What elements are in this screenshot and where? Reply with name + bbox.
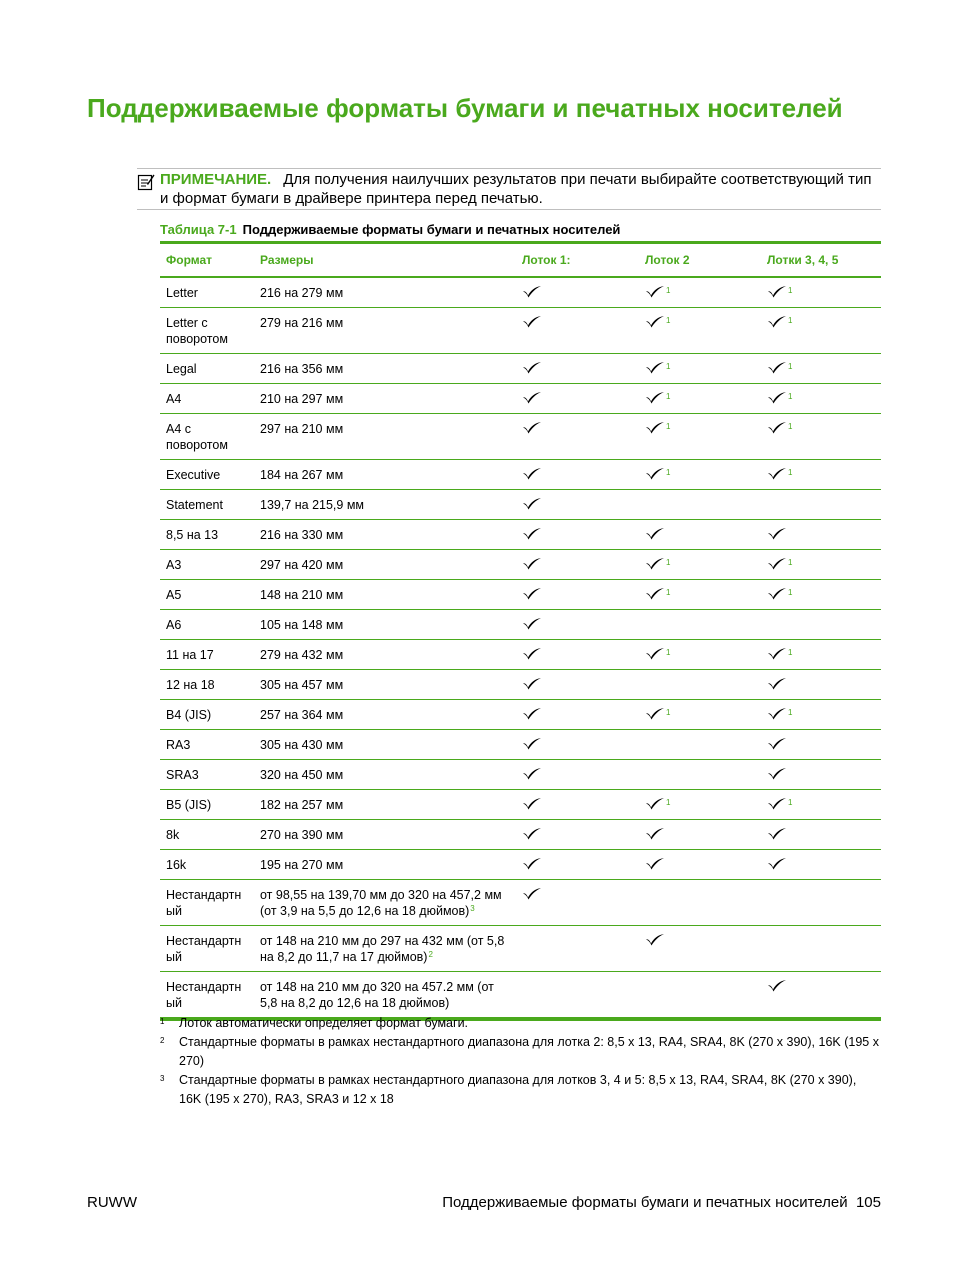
checkmark-icon xyxy=(767,737,787,750)
cell-format: 8k xyxy=(160,820,254,850)
footnote-text: Стандартные форматы в рамках нестандартного диапазона для лотков 3, 4 и 5: 8,5 x 13, RA4, SRA4, 8K (270 x 390), 16K (195 x 270), RA3, SRA3 и 12 x 18 xyxy=(179,1073,857,1106)
footnote-ref: 1 xyxy=(788,286,793,295)
cell-format: A5 xyxy=(160,580,254,610)
cell-size xyxy=(254,926,516,972)
cell-t2 xyxy=(639,880,761,926)
size-text: 184 на 267 мм xyxy=(260,468,344,482)
footnote-ref: 1 xyxy=(788,588,793,597)
size-text: 297 на 420 мм xyxy=(260,558,344,572)
table-row xyxy=(160,640,881,670)
size-text: 148 на 210 мм xyxy=(260,588,344,602)
cell-t1 xyxy=(516,640,639,670)
checkmark-icon xyxy=(767,677,787,690)
cell-t2 xyxy=(639,700,761,730)
cell-size xyxy=(254,850,516,880)
checkmark-icon xyxy=(767,285,787,298)
checkmark-icon xyxy=(645,315,665,328)
size-text: 305 на 430 мм xyxy=(260,738,344,752)
footnote-ref: 1 xyxy=(666,558,671,567)
cell-format: Legal xyxy=(160,354,254,384)
cell-format: Letter xyxy=(160,277,254,308)
formats-table xyxy=(160,241,881,1021)
cell-t3 xyxy=(761,972,881,1020)
cell-t3 xyxy=(761,926,881,972)
checkmark-icon xyxy=(645,707,665,720)
size-text: 195 на 270 мм xyxy=(260,858,344,872)
footnote-ref: 1 xyxy=(666,708,671,717)
table-row xyxy=(160,972,881,1020)
checkmark-icon xyxy=(645,797,665,810)
cell-t1 xyxy=(516,700,639,730)
checkmark-icon xyxy=(767,767,787,780)
cell-format: B5 (JIS) xyxy=(160,790,254,820)
cell-t1 xyxy=(516,820,639,850)
cell-t3 xyxy=(761,730,881,760)
checkmark-icon xyxy=(522,391,542,404)
cell-size xyxy=(254,460,516,490)
checkmark-icon xyxy=(767,827,787,840)
checkmark-icon xyxy=(522,797,542,810)
cell-t3 xyxy=(761,308,881,354)
checkmark-icon xyxy=(767,315,787,328)
cell-t2 xyxy=(639,580,761,610)
note-icon xyxy=(137,173,155,191)
size-text: 305 на 457 мм xyxy=(260,678,344,692)
cell-t3 xyxy=(761,490,881,520)
cell-size xyxy=(254,760,516,790)
cell-format: A6 xyxy=(160,610,254,640)
cell-t3 xyxy=(761,610,881,640)
table-header-row xyxy=(160,243,881,278)
cell-format: A4 xyxy=(160,384,254,414)
checkmark-icon xyxy=(767,707,787,720)
footnote-ref: 1 xyxy=(788,558,793,567)
footnote xyxy=(160,1033,881,1071)
size-text: 105 на 148 мм xyxy=(260,618,344,632)
cell-t1 xyxy=(516,490,639,520)
size-text: 279 на 432 мм xyxy=(260,648,344,662)
cell-size xyxy=(254,730,516,760)
table-caption-text: Поддерживаемые форматы бумаги и печатных носителей xyxy=(242,222,621,237)
checkmark-icon xyxy=(522,285,542,298)
table-row xyxy=(160,850,881,880)
size-text: от 98,55 на 139,70 мм до 320 на 457,2 мм (от 3,9 на 5,5 до 12,6 на 18 дюймов) xyxy=(260,888,502,918)
table-caption xyxy=(160,222,620,237)
note-box xyxy=(137,168,881,210)
header-format: Формат xyxy=(160,243,254,278)
cell-format: A4 с поворотом xyxy=(160,414,254,460)
cell-size xyxy=(254,972,516,1020)
header-tray1: Лоток 1: xyxy=(516,243,639,278)
cell-size xyxy=(254,670,516,700)
checkmark-icon xyxy=(522,827,542,840)
checkmark-icon xyxy=(522,767,542,780)
table-row xyxy=(160,354,881,384)
cell-t3 xyxy=(761,277,881,308)
checkmark-icon xyxy=(645,421,665,434)
cell-t2 xyxy=(639,414,761,460)
table-row xyxy=(160,520,881,550)
size-text: от 148 на 210 мм до 297 на 432 мм (от 5,8 на 8,2 до 11,7 на 17 дюймов) xyxy=(260,934,505,964)
cell-size xyxy=(254,640,516,670)
checkmark-icon xyxy=(645,587,665,600)
cell-t1 xyxy=(516,354,639,384)
checkmark-icon xyxy=(645,827,665,840)
table-row xyxy=(160,384,881,414)
checkmark-icon xyxy=(767,647,787,660)
cell-t1 xyxy=(516,610,639,640)
size-text: 139,7 на 215,9 мм xyxy=(260,498,365,512)
cell-t2 xyxy=(639,610,761,640)
cell-t3 xyxy=(761,550,881,580)
cell-t3 xyxy=(761,414,881,460)
table-row xyxy=(160,460,881,490)
cell-t2 xyxy=(639,354,761,384)
table-row xyxy=(160,926,881,972)
footnote xyxy=(160,1071,881,1109)
table-row xyxy=(160,790,881,820)
cell-size xyxy=(254,610,516,640)
checkmark-icon xyxy=(767,797,787,810)
size-text: 216 на 356 мм xyxy=(260,362,344,376)
footnote-ref: 1 xyxy=(788,648,793,657)
cell-size xyxy=(254,490,516,520)
cell-format: Нестандартн ый xyxy=(160,926,254,972)
checkmark-icon xyxy=(522,467,542,480)
cell-t3 xyxy=(761,790,881,820)
footnote-number: 1 xyxy=(160,1017,165,1026)
checkmark-icon xyxy=(522,617,542,630)
cell-format: 12 на 18 xyxy=(160,670,254,700)
checkmark-icon xyxy=(522,887,542,900)
footnote-ref: 3 xyxy=(470,904,475,913)
size-text: 257 на 364 мм xyxy=(260,708,344,722)
cell-t2 xyxy=(639,730,761,760)
footnote-ref: 1 xyxy=(666,588,671,597)
footnote-text: Лоток автоматически определяет формат бумаги. xyxy=(179,1016,469,1030)
cell-t3 xyxy=(761,520,881,550)
table-row xyxy=(160,820,881,850)
cell-format: Нестандартн ый xyxy=(166,980,242,1010)
cell-size xyxy=(254,308,516,354)
cell-size xyxy=(254,580,516,610)
footnote-text: Стандартные форматы в рамках нестандартного диапазона для лотка 2: 8,5 x 13, RA4, SRA4, 8K (270 x 390), 16K (195 x 270) xyxy=(179,1035,879,1068)
cell-t1 xyxy=(516,760,639,790)
checkmark-icon xyxy=(645,647,665,660)
cell-t1 xyxy=(516,972,639,1020)
footnote-number: 2 xyxy=(160,1036,165,1045)
table-row xyxy=(160,550,881,580)
size-text: от 148 на 210 мм до 320 на 457.2 мм (от 5,8 на 8,2 до 12,6 на 18 дюймов) xyxy=(260,980,494,1010)
header-tray345: Лотки 3, 4, 5 xyxy=(761,243,881,278)
checkmark-icon xyxy=(522,557,542,570)
table-row xyxy=(160,580,881,610)
checkmark-icon xyxy=(522,497,542,510)
size-text: 210 на 297 мм xyxy=(260,392,344,406)
cell-t3 xyxy=(761,580,881,610)
table-row xyxy=(160,730,881,760)
checkmark-icon xyxy=(522,421,542,434)
cell-format: Нестандартн ый xyxy=(160,880,254,926)
size-text: 216 на 279 мм xyxy=(260,286,344,300)
checkmark-icon xyxy=(767,361,787,374)
cell-t1 xyxy=(516,550,639,580)
footer-left: RUWW xyxy=(87,1194,137,1211)
footnote-number: 3 xyxy=(160,1074,165,1083)
cell-format: 11 на 17 xyxy=(160,640,254,670)
checkmark-icon xyxy=(767,391,787,404)
cell-t1 xyxy=(516,414,639,460)
header-tray2: Лоток 2 xyxy=(639,243,761,278)
size-text: 270 на 390 мм xyxy=(260,828,344,842)
footnote xyxy=(160,1014,881,1033)
footnote-ref: 1 xyxy=(788,708,793,717)
cell-t1 xyxy=(516,277,639,308)
checkmark-icon xyxy=(645,361,665,374)
cell-t2 xyxy=(639,520,761,550)
table-row xyxy=(160,700,881,730)
cell-t2 xyxy=(639,490,761,520)
cell-size xyxy=(254,550,516,580)
cell-t3 xyxy=(761,760,881,790)
cell-t3 xyxy=(761,460,881,490)
cell-t1 xyxy=(516,460,639,490)
cell-t2 xyxy=(639,460,761,490)
table-row xyxy=(160,760,881,790)
cell-size xyxy=(254,354,516,384)
table-body xyxy=(160,277,881,1019)
checkmark-icon xyxy=(522,315,542,328)
cell-size xyxy=(254,384,516,414)
cell-t2 xyxy=(639,550,761,580)
cell-t1 xyxy=(516,880,639,926)
cell-size xyxy=(254,277,516,308)
checkmark-icon xyxy=(645,527,665,540)
checkmark-icon xyxy=(522,361,542,374)
footnote-ref: 2 xyxy=(428,950,433,959)
checkmark-icon xyxy=(767,527,787,540)
note-body: Для получения наилучших результатов при печати выбирайте соответствующий тип и формат бумаги в драйвере принтера перед печатью. xyxy=(160,171,872,207)
checkmark-icon xyxy=(522,857,542,870)
checkmark-icon xyxy=(645,933,665,946)
header-size: Размеры xyxy=(254,243,516,278)
page-number: 105 xyxy=(855,1194,881,1211)
cell-format: 8,5 на 13 xyxy=(160,520,254,550)
note-label: ПРИМЕЧАНИЕ. xyxy=(160,171,272,188)
table-row xyxy=(160,414,881,460)
table-row xyxy=(160,308,881,354)
table-row xyxy=(160,610,881,640)
cell-format: Statement xyxy=(160,490,254,520)
checkmark-icon xyxy=(767,557,787,570)
cell-t1 xyxy=(516,790,639,820)
checkmark-icon xyxy=(767,421,787,434)
checkmark-icon xyxy=(645,467,665,480)
cell-t2 xyxy=(639,760,761,790)
size-text: 182 на 257 мм xyxy=(260,798,344,812)
footnote-ref: 1 xyxy=(788,362,793,371)
checkmark-icon xyxy=(522,527,542,540)
checkmark-icon xyxy=(645,285,665,298)
table-row xyxy=(160,670,881,700)
footer-section: Поддерживаемые форматы бумаги и печатных носителей xyxy=(442,1194,848,1211)
cell-t1 xyxy=(516,670,639,700)
checkmark-icon xyxy=(522,647,542,660)
footnote-ref: 1 xyxy=(788,392,793,401)
checkmark-icon xyxy=(645,557,665,570)
cell-format: Letter с поворотом xyxy=(160,308,254,354)
checkmark-icon xyxy=(767,979,787,992)
cell-format: A3 xyxy=(160,550,254,580)
cell-t1 xyxy=(516,520,639,550)
cell-t2 xyxy=(639,820,761,850)
cell-t1 xyxy=(516,730,639,760)
cell-t3 xyxy=(761,880,881,926)
checkmark-icon xyxy=(645,391,665,404)
table-row xyxy=(160,490,881,520)
cell-t2 xyxy=(639,384,761,414)
cell-t3 xyxy=(761,850,881,880)
footnote-ref: 1 xyxy=(666,362,671,371)
cell-size xyxy=(254,520,516,550)
cell-t1 xyxy=(516,384,639,414)
footnote-ref: 1 xyxy=(666,392,671,401)
cell-t2 xyxy=(639,972,761,1020)
checkmark-icon xyxy=(767,467,787,480)
checkmark-icon xyxy=(767,587,787,600)
cell-t3 xyxy=(761,354,881,384)
cell-t1 xyxy=(516,926,639,972)
footnote-ref: 1 xyxy=(788,422,793,431)
cell-t2 xyxy=(639,277,761,308)
cell-t2 xyxy=(639,670,761,700)
footnote-ref: 1 xyxy=(666,286,671,295)
cell-size xyxy=(254,880,516,926)
cell-t3 xyxy=(761,700,881,730)
cell-t1 xyxy=(516,580,639,610)
cell-t1 xyxy=(516,308,639,354)
footnote-ref: 1 xyxy=(666,422,671,431)
footnote-ref: 1 xyxy=(788,468,793,477)
checkmark-icon xyxy=(645,857,665,870)
cell-t2 xyxy=(639,790,761,820)
size-text: 297 на 210 мм xyxy=(260,422,344,436)
cell-size xyxy=(254,414,516,460)
footnote-ref: 1 xyxy=(666,648,671,657)
cell-t3 xyxy=(761,384,881,414)
cell-format: Executive xyxy=(160,460,254,490)
footnote-ref: 1 xyxy=(788,316,793,325)
page-title: Поддерживаемые форматы бумаги и печатных носителей xyxy=(87,93,843,123)
cell-t3 xyxy=(761,670,881,700)
cell-t3 xyxy=(761,640,881,670)
cell-size xyxy=(254,820,516,850)
cell-size xyxy=(254,790,516,820)
cell-format: B4 (JIS) xyxy=(160,700,254,730)
checkmark-icon xyxy=(767,857,787,870)
checkmark-icon xyxy=(522,677,542,690)
cell-format: SRA3 xyxy=(160,760,254,790)
footer-right xyxy=(442,1194,881,1211)
checkmark-icon xyxy=(522,587,542,600)
cell-t2 xyxy=(639,926,761,972)
size-text: 279 на 216 мм xyxy=(260,316,344,330)
footnote-ref: 1 xyxy=(666,468,671,477)
table-row xyxy=(160,277,881,308)
checkmark-icon xyxy=(522,707,542,720)
cell-size xyxy=(254,700,516,730)
cell-format: RA3 xyxy=(160,730,254,760)
cell-t2 xyxy=(639,308,761,354)
note-text xyxy=(160,170,880,208)
checkmark-icon xyxy=(522,737,542,750)
footnote-ref: 1 xyxy=(666,798,671,807)
cell-format: 16k xyxy=(160,850,254,880)
table-caption-number: Таблица 7-1 xyxy=(160,222,237,237)
footnote-ref: 1 xyxy=(666,316,671,325)
footnote-ref: 1 xyxy=(788,798,793,807)
cell-t1 xyxy=(516,850,639,880)
size-text: 320 на 450 мм xyxy=(260,768,344,782)
cell-t3 xyxy=(761,820,881,850)
table-row xyxy=(160,880,881,926)
footnotes xyxy=(160,1014,881,1109)
cell-t2 xyxy=(639,850,761,880)
cell-t2 xyxy=(639,640,761,670)
size-text: 216 на 330 мм xyxy=(260,528,344,542)
